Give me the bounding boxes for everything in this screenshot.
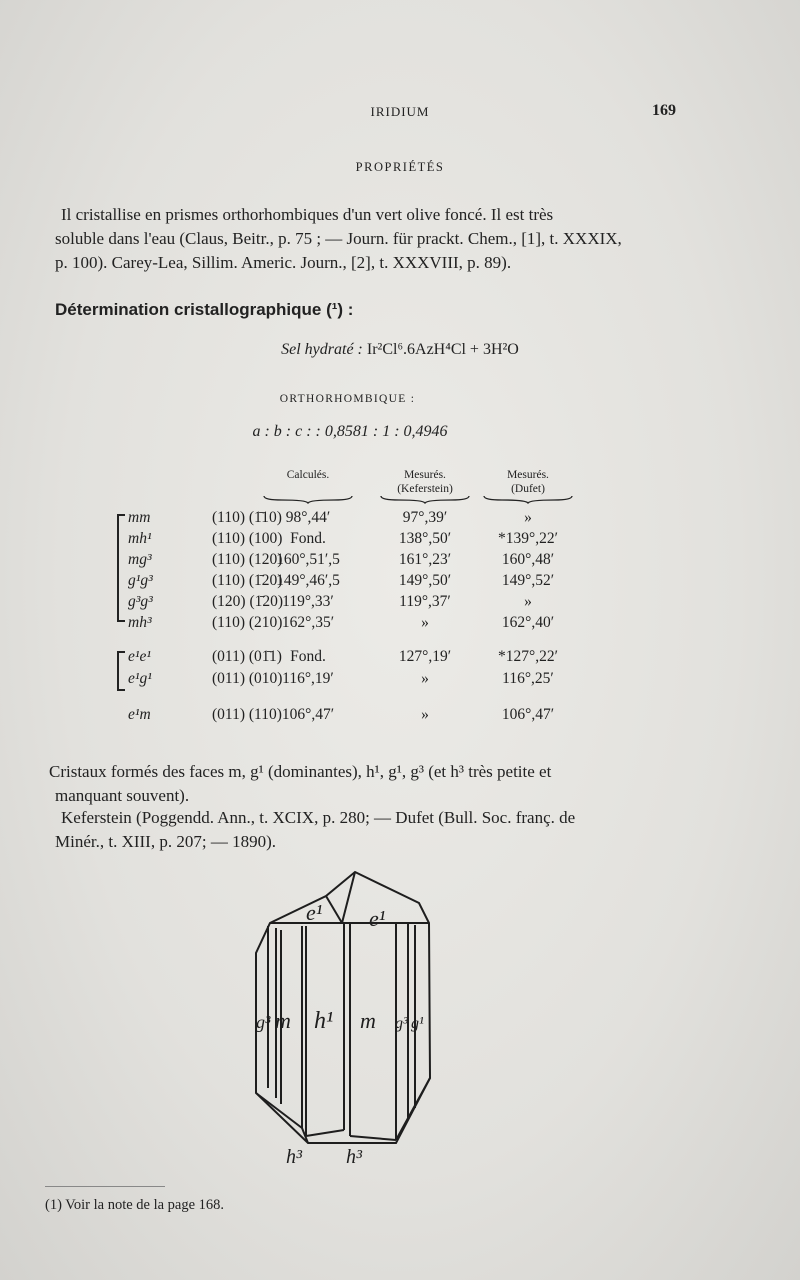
references-paragraph bbox=[55, 806, 672, 854]
axial-ratio: a : b : c : : 0,8581 : 1 : 0,4946 bbox=[252, 423, 448, 440]
header-dufet bbox=[478, 468, 578, 496]
table-row-3-calc: 160°,51′,5 bbox=[276, 551, 340, 568]
table-row-6-indices: (110) (210) bbox=[212, 614, 283, 631]
label-h3-left: h³ bbox=[286, 1146, 302, 1168]
table-row-8-face: e¹g¹ bbox=[128, 670, 152, 687]
table-row-2-duf: *139°,22′ bbox=[498, 530, 558, 547]
references-line-2: Minér., t. XIII, p. 207; — 1890). bbox=[55, 832, 276, 851]
table-row-3-kef: 161°,23′ bbox=[398, 551, 452, 568]
table-row-1-face: mm bbox=[128, 509, 151, 526]
label-h3-right: h³ bbox=[346, 1146, 362, 1168]
label-m-left: m bbox=[275, 1008, 291, 1033]
table-row-5-calc: 119°,33′ bbox=[282, 593, 334, 610]
footnote: (1) Voir la note de la page 168. bbox=[45, 1197, 225, 1213]
label-e1-left: e¹ bbox=[306, 900, 323, 925]
label-m-right: m bbox=[360, 1008, 376, 1033]
table-row-2-indices: (110) (100) bbox=[212, 530, 283, 547]
table-row-1-duf: » bbox=[524, 509, 532, 526]
header-keferstein bbox=[375, 468, 475, 496]
table-row-9-calc: 106°,47′ bbox=[281, 706, 335, 723]
header-duf-2: (Dufet) bbox=[511, 483, 545, 495]
header-kef-2: (Keferstein) bbox=[397, 483, 453, 495]
label-g3-right: g³ bbox=[395, 1015, 408, 1032]
table-row-3-indices: (110) (120) bbox=[212, 551, 283, 568]
intro-line-3: p. 100). Carey-Lea, Sillim. Americ. Journ., [2], t. XXXVIII, p. 89). bbox=[55, 253, 512, 272]
faces-paragraph bbox=[49, 760, 672, 808]
table-row-8-kef: » bbox=[421, 670, 429, 687]
section-title: PROPRIÉTÉS bbox=[355, 160, 445, 174]
intro-line-1: Il cristallise en prismes orthorhombiques d'un vert olive foncé. Il est très bbox=[61, 205, 554, 224]
footnote-rule bbox=[45, 1186, 165, 1187]
table-row-5-duf: » bbox=[524, 593, 532, 610]
table-row-7-face: e¹e¹ bbox=[128, 648, 152, 665]
table-row-4-indices: (110) (1̄20) bbox=[212, 572, 283, 589]
table-row-6-face: mh³ bbox=[128, 614, 152, 631]
crystal-drawing bbox=[248, 868, 448, 1168]
table-row-6-calc: 162°,35′ bbox=[281, 614, 335, 631]
header-calc: Calculés. bbox=[286, 469, 330, 481]
crystal-system: ORTHORHOMBIQUE : bbox=[279, 393, 416, 405]
table-row-8-indices: (011) (010) bbox=[212, 670, 283, 687]
table-row-5-kef: 119°,37′ bbox=[399, 593, 451, 610]
table-row-4-duf: 149°,52′ bbox=[501, 572, 555, 589]
table-row-1-calc: 98°,44′ bbox=[285, 509, 331, 526]
table-row-3-face: mg³ bbox=[128, 551, 152, 568]
table-row-1-indices: (110) (1̄10) bbox=[212, 509, 282, 526]
label-h1: h¹ bbox=[314, 1008, 334, 1034]
table-row-4-face: g¹g³ bbox=[128, 572, 153, 589]
formula-line bbox=[0, 341, 800, 359]
table-row-2-calc: Fond. bbox=[290, 530, 326, 547]
table-row-6-kef: » bbox=[421, 614, 429, 631]
table-row-6-duf: 162°,40′ bbox=[501, 614, 555, 631]
table-row-9-indices: (011) (110) bbox=[212, 706, 282, 723]
label-g3-left: g³ bbox=[256, 1012, 271, 1032]
table-row-5-face: g³g³ bbox=[128, 593, 153, 610]
page-number: 169 bbox=[652, 102, 676, 119]
bracket-dome-zone bbox=[117, 651, 119, 691]
table-row-7-kef: 127°,19′ bbox=[398, 648, 452, 665]
references-line-1: Keferstein (Poggendd. Ann., t. XCIX, p. 280; — Dufet (Bull. Soc. franç. de bbox=[61, 808, 576, 827]
label-e1-right: e¹ bbox=[369, 906, 386, 931]
table-row-1-kef: 97°,39′ bbox=[402, 509, 448, 526]
brace-keferstein bbox=[379, 494, 471, 504]
header-duf-1: Mesurés. bbox=[507, 469, 549, 481]
table-row-2-face: mh¹ bbox=[128, 530, 152, 547]
table-row-5-indices: (120) (1̄20) bbox=[212, 593, 284, 610]
table-row-2-kef: 138°,50′ bbox=[398, 530, 452, 547]
bracket-prism-zone bbox=[117, 514, 119, 622]
table-row-9-face: e¹m bbox=[128, 706, 151, 723]
table-row-3-duf: 160°,48′ bbox=[501, 551, 555, 568]
table-row-7-indices: (011) (01̄1) bbox=[212, 648, 282, 665]
brace-dufet bbox=[482, 494, 574, 504]
header-kef-1: Mesurés. bbox=[404, 469, 446, 481]
running-title: IRIDIUM bbox=[370, 104, 430, 119]
faces-line-1: Cristaux formés des faces m, g¹ (dominantes), h¹, g¹, g³ (et h³ très petite et bbox=[49, 762, 552, 781]
intro-paragraph bbox=[55, 203, 672, 275]
faces-line-2: manquant souvent). bbox=[55, 786, 190, 805]
table-row-7-calc: Fond. bbox=[290, 648, 326, 665]
crystallography-heading: Détermination cristallographique (¹) : bbox=[55, 300, 354, 319]
table-row-9-duf: 106°,47′ bbox=[501, 706, 555, 723]
formula: Ir²Cl⁶.6AzH⁴Cl + 3H²O bbox=[366, 341, 519, 358]
table-row-9-kef: » bbox=[421, 706, 429, 723]
table-row-4-calc: 149°,46′,5 bbox=[276, 572, 340, 589]
table-row-4-kef: 149°,50′ bbox=[398, 572, 452, 589]
intro-line-2: soluble dans l'eau (Claus, Beitr., p. 75 ; — Journ. für prackt. Chem., [1], t. XXXIX, bbox=[55, 229, 622, 248]
table-row-8-duf: 116°,25′ bbox=[502, 670, 554, 687]
table-row-8-calc: 116°,19′ bbox=[282, 670, 334, 687]
brace-calc bbox=[262, 494, 354, 504]
formula-label: Sel hydraté : bbox=[281, 341, 363, 358]
label-g1-right: g¹ bbox=[411, 1015, 424, 1032]
table-row-7-duf: *127°,22′ bbox=[498, 648, 558, 665]
